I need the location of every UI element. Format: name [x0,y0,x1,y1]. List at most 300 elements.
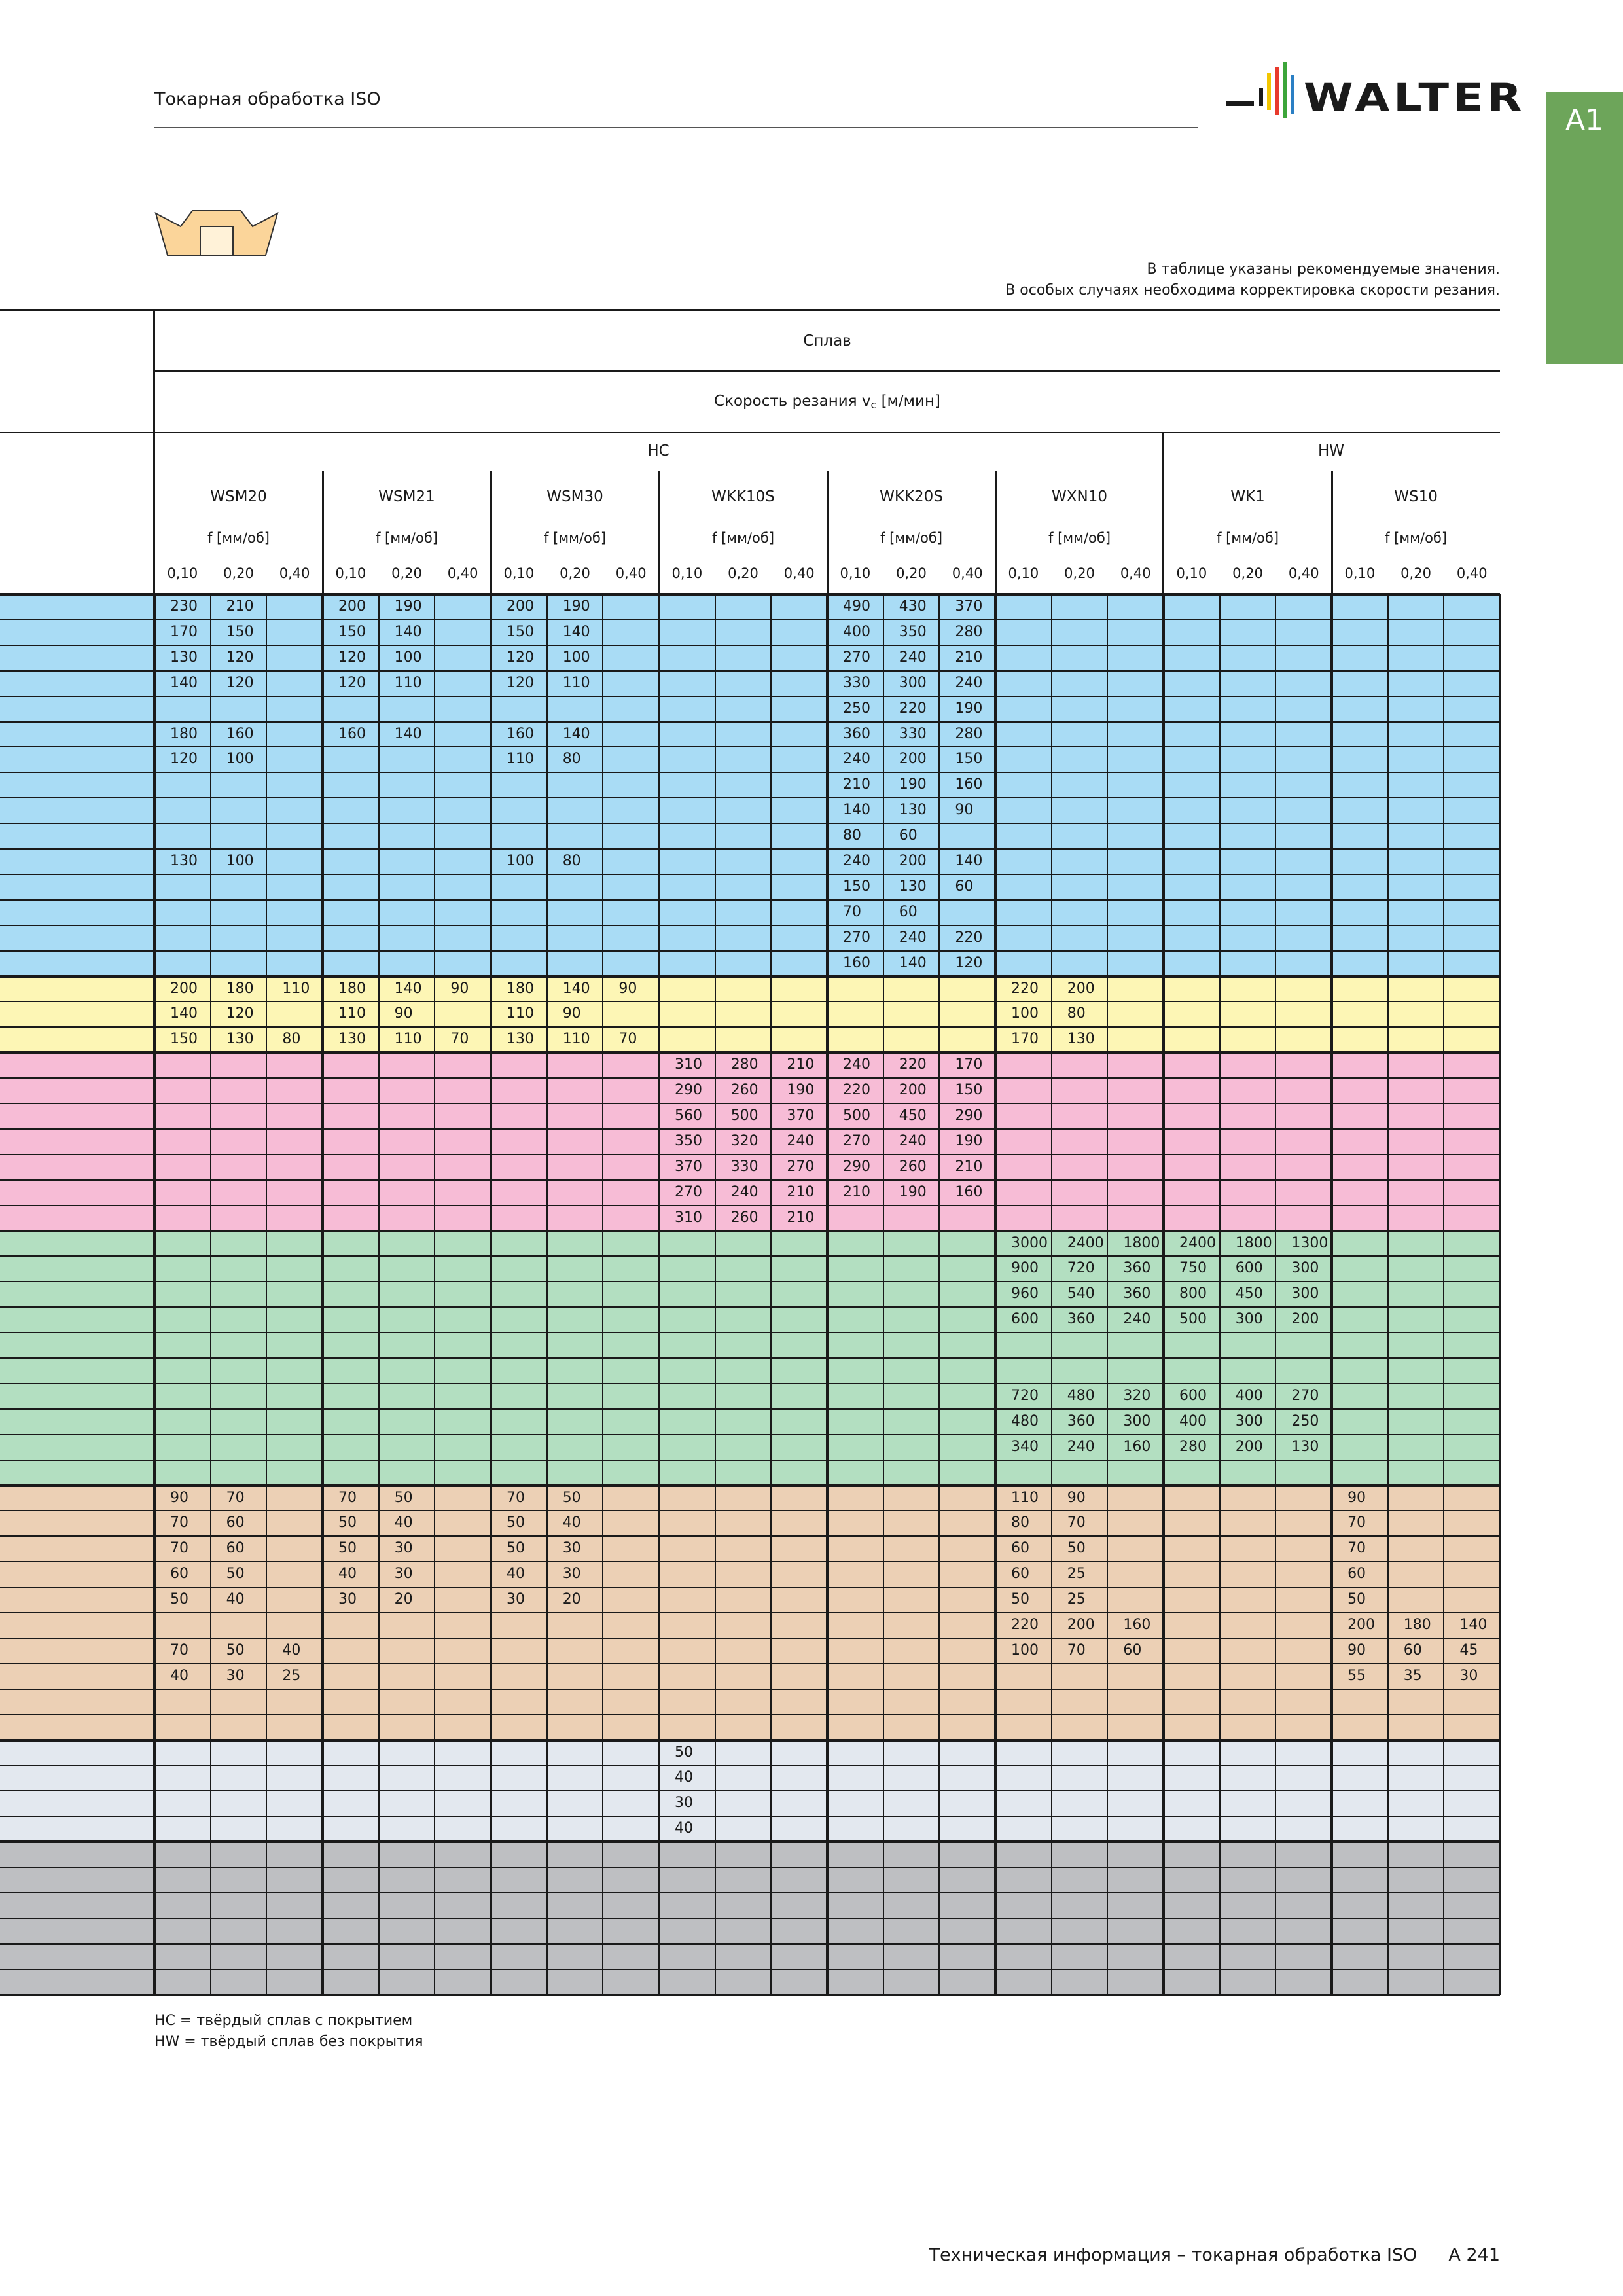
column-rule [1219,594,1221,1995]
speed-value: 300 [1123,1412,1151,1429]
speed-value: 200 [899,1082,927,1099]
speed-value: 110 [562,1031,590,1048]
speed-value: 70 [450,1031,469,1048]
column-rule [658,594,660,1995]
speed-value: 60 [955,878,974,895]
speed-value: 210 [787,1183,815,1200]
column-rule [1162,594,1165,1995]
speed-value: 450 [899,1107,927,1124]
group-hw: HW [1317,442,1345,459]
speed-value: 80 [282,1031,301,1048]
note-line-2: В особых случаях необходима корректировка скорости резания. [1005,282,1500,298]
feed-label: f [мм/об] [1048,530,1111,546]
speed-value: 1800 [1123,1234,1160,1251]
speed-value: 90 [955,802,974,819]
speed-value: 190 [955,1132,983,1149]
speed-value: 70 [618,1031,637,1048]
speed-value: 50 [562,1489,581,1506]
speed-value: 300 [1235,1311,1263,1328]
speed-value: 240 [899,1132,927,1149]
speed-value: 120 [338,674,366,691]
feed-value: 0,20 [1400,565,1431,581]
speed-value: 55 [1347,1667,1366,1684]
column-rule [378,594,380,1995]
speed-value: 300 [1291,1285,1319,1302]
speed-value: 110 [282,980,310,997]
speed-value: 60 [1011,1566,1030,1583]
speed-value: 2400 [1067,1234,1104,1251]
head-rule-2 [0,432,1500,433]
speed-value: 160 [226,725,254,742]
speed-value: 50 [338,1540,357,1557]
grade-divider [1331,471,1333,594]
speed-value: 130 [226,1031,254,1048]
speed-value: 120 [338,649,366,666]
column-rule [1051,594,1052,1995]
speed-value: 30 [338,1591,357,1608]
grade-ws10: WS10 [1394,488,1438,505]
speed-value: 220 [1011,1617,1039,1633]
speed-value: 270 [843,1132,871,1149]
speed-value: 270 [787,1158,815,1175]
speed-value: 25 [1067,1566,1086,1583]
feed-value: 0,40 [952,565,983,581]
grade-divider [827,471,829,594]
speed-value: 70 [338,1489,357,1506]
speed-value: 40 [338,1566,357,1583]
speed-value: 150 [955,751,983,768]
feed-value: 0,20 [391,565,422,581]
speed-value: 140 [1459,1617,1488,1633]
speed-value: 200 [899,751,927,768]
grade-wsm20: WSM20 [210,488,267,505]
speed-value: 50 [170,1591,188,1608]
table-top-rule [0,309,1500,311]
speed-value: 200 [338,598,366,615]
speed-value: 720 [1067,1260,1095,1277]
speed-value: 240 [955,674,983,691]
grade-wkk10s: WKK10S [711,488,775,505]
speed-value: 60 [899,827,918,844]
speed-value: 270 [1291,1387,1319,1404]
speed-value: 70 [1347,1540,1366,1557]
speed-value: 240 [787,1132,815,1149]
column-rule [210,594,211,1995]
speed-value: 30 [675,1795,694,1812]
column-rule [994,594,997,1995]
speed-value: 20 [562,1591,581,1608]
speed-value: 600 [1235,1260,1263,1277]
speed-value: 370 [787,1107,815,1124]
speed-value: 190 [899,776,927,793]
speed-value: 500 [730,1107,758,1124]
speed-value: 200 [1291,1311,1319,1328]
speed-value: 60 [1123,1641,1142,1659]
header-rule [154,127,1198,128]
speed-value: 240 [899,649,927,666]
grade-wsm21: WSM21 [378,488,435,505]
speed-value: 370 [675,1158,703,1175]
speed-value: 490 [843,598,871,615]
speed-value: 50 [394,1489,413,1506]
speed-value: 210 [955,649,983,666]
speed-value: 120 [507,674,535,691]
speed-value: 30 [394,1540,413,1557]
speed-value: 100 [507,853,535,869]
speed-value: 240 [899,929,927,946]
grade-divider [995,471,997,594]
speed-value: 110 [507,1005,535,1022]
walter-logo [1226,62,1526,130]
speed-value: 50 [1067,1540,1086,1557]
speed-value: 200 [170,980,198,997]
speed-value: 430 [899,598,927,615]
feed-value: 0,40 [1288,565,1319,581]
column-rule [546,594,548,1995]
speed-value: 560 [675,1107,703,1124]
speed-value: 170 [170,623,198,640]
speed-value: 50 [675,1744,694,1761]
feed-value: 0,40 [615,565,647,581]
head-speed-subscript: c [870,399,877,411]
speed-value: 60 [1011,1540,1030,1557]
speed-value: 600 [1179,1387,1207,1404]
column-rule [1443,594,1444,1995]
speed-value: 110 [394,674,422,691]
speed-value: 100 [562,649,590,666]
head-speed [154,393,1500,411]
speed-value: 25 [282,1667,301,1684]
speed-value: 110 [338,1005,366,1022]
speed-value: 20 [394,1591,413,1608]
speed-value: 210 [226,598,254,615]
page-number: A 241 [1448,2245,1500,2265]
feed-value: 0,10 [167,565,198,581]
feed-label: f [мм/об] [544,530,607,546]
speed-value: 160 [1123,1617,1151,1633]
head-hc-hw-rule [1162,432,1164,594]
speed-value: 210 [787,1209,815,1226]
speed-value: 190 [394,598,422,615]
column-rule [602,594,603,1995]
speed-value: 25 [1067,1591,1086,1608]
speed-value: 150 [338,623,366,640]
speed-value: 140 [843,802,871,819]
speed-value: 130 [1067,1031,1095,1048]
speed-value: 240 [1123,1311,1151,1328]
speed-value: 1300 [1291,1234,1329,1251]
page-footer [929,2245,1500,2265]
feed-value: 0,40 [447,565,478,581]
speed-value: 540 [1067,1285,1095,1302]
speed-value: 300 [899,674,927,691]
speed-value: 240 [1067,1438,1095,1455]
speed-value: 160 [955,776,983,793]
speed-value: 310 [675,1056,703,1073]
speed-value: 60 [226,1515,245,1532]
head-rule-1 [154,370,1500,372]
feed-value: 0,10 [335,565,366,581]
speed-value: 300 [1235,1412,1263,1429]
column-rule [1275,594,1276,1995]
speed-value: 80 [562,853,581,869]
speed-value: 200 [1067,1617,1095,1633]
speed-value: 90 [1067,1489,1086,1506]
column-rule [1387,594,1389,1995]
speed-value: 80 [562,751,581,768]
speed-value: 240 [730,1183,758,1200]
speed-value: 60 [170,1566,188,1583]
speed-value: 120 [507,649,535,666]
speed-value: 80 [843,827,862,844]
speed-value: 220 [1011,980,1039,997]
speed-value: 30 [507,1591,526,1608]
speed-value: 40 [170,1667,188,1684]
speed-value: 100 [226,853,254,869]
feed-value: 0,40 [1120,565,1151,581]
feed-label: f [мм/об] [375,530,438,546]
speed-value: 160 [955,1183,983,1200]
speed-value: 240 [843,853,871,869]
speed-value: 190 [787,1082,815,1099]
speed-value: 190 [562,598,590,615]
speed-value: 120 [955,954,983,971]
speed-value: 2400 [1179,1234,1217,1251]
speed-value: 30 [562,1566,581,1583]
feed-value: 0,20 [1232,565,1263,581]
speed-value: 130 [507,1031,535,1048]
speed-value: 70 [170,1515,188,1532]
head-left-rule [153,309,155,594]
speed-value: 180 [226,980,254,997]
feed-value: 0,10 [1344,565,1376,581]
note [1005,259,1500,301]
speed-value: 130 [899,802,927,819]
speed-value: 290 [843,1158,871,1175]
speed-value: 220 [955,929,983,946]
speed-value: 70 [170,1641,188,1659]
speed-value: 70 [843,903,862,920]
speed-value: 70 [226,1489,245,1506]
speed-value: 110 [1011,1489,1039,1506]
speed-value: 110 [394,1031,422,1048]
speed-value: 240 [843,1056,871,1073]
speed-value: 320 [730,1132,758,1149]
speed-value: 360 [1123,1285,1151,1302]
speed-value: 140 [170,1005,198,1022]
speed-value: 30 [226,1667,245,1684]
speed-value: 150 [170,1031,198,1048]
speed-value: 60 [226,1540,245,1557]
speed-value: 150 [955,1082,983,1099]
column-rule [1107,594,1108,1995]
speed-value: 140 [394,623,422,640]
feed-value: 0,10 [1176,565,1207,581]
speed-value: 500 [843,1107,871,1124]
speed-value: 600 [1011,1311,1039,1328]
speed-value: 200 [1235,1438,1263,1455]
speed-value: 70 [1067,1515,1086,1532]
speed-value: 220 [899,700,927,717]
speed-value: 130 [899,878,927,895]
column-rule [321,594,324,1995]
speed-value: 200 [1347,1617,1376,1633]
speed-value: 150 [507,623,535,640]
speed-value: 90 [450,980,469,997]
group-hc: HC [647,442,669,459]
feed-value: 0,20 [560,565,590,581]
speed-value: 320 [1123,1387,1151,1404]
speed-value: 180 [1403,1617,1431,1633]
speed-value: 120 [226,649,254,666]
speed-value: 280 [955,725,983,742]
speed-value: 360 [1123,1260,1151,1277]
speed-value: 1800 [1235,1234,1272,1251]
speed-value: 120 [170,751,198,768]
speed-value: 330 [899,725,927,742]
speed-value: 200 [899,853,927,869]
feed-label: f [мм/об] [207,530,270,546]
speed-value: 160 [843,954,871,971]
header-title: Токарная обработка ISO [154,89,381,109]
speed-value: 70 [507,1489,526,1506]
speed-value: 80 [1067,1005,1086,1022]
speed-value: 210 [955,1158,983,1175]
speed-value: 60 [1403,1641,1422,1659]
feed-label: f [мм/об] [1385,530,1448,546]
feed-value: 0,20 [1064,565,1095,581]
speed-value: 250 [1291,1412,1319,1429]
speed-value: 90 [1347,1489,1366,1506]
speed-value: 360 [1067,1412,1095,1429]
speed-value: 90 [562,1005,581,1022]
speed-value: 50 [226,1566,245,1583]
speed-value: 360 [843,725,871,742]
column-rule [883,594,884,1995]
speed-value: 480 [1067,1387,1095,1404]
speed-value: 80 [1011,1515,1030,1532]
feed-label: f [мм/об] [1217,530,1279,546]
grade-divider [490,471,492,594]
note-line-1: В таблице указаны рекомендуемые значения. [1147,261,1500,278]
grade-wxn10: WXN10 [1052,488,1108,505]
grade-divider [658,471,660,594]
speed-value: 200 [1067,980,1095,997]
speed-value: 60 [899,903,918,920]
speed-value: 370 [955,598,983,615]
speed-value: 40 [394,1515,413,1532]
speed-value: 350 [675,1132,703,1149]
speed-value: 140 [955,853,983,869]
head-alloy: Сплав [803,332,851,350]
speed-value: 130 [1291,1438,1319,1455]
head-speed-text: Скорость резания v [714,393,871,410]
grade-wkk20s: WKK20S [880,488,943,505]
speed-value: 30 [562,1540,581,1557]
footer-text: Техническая информация – токарная обработка ISO [929,2245,1418,2265]
speed-value: 30 [1459,1667,1478,1684]
footnote-hw: HW = твёрдый сплав без покрытия [154,2034,423,2050]
speed-value: 140 [394,980,422,997]
grade-divider [322,471,324,594]
speed-value: 160 [507,725,535,742]
speed-value: 140 [170,674,198,691]
speed-value: 110 [562,674,590,691]
speed-value: 160 [1123,1438,1151,1455]
feed-value: 0,40 [279,565,310,581]
speed-value: 290 [955,1107,983,1124]
feed-value: 0,20 [896,565,927,581]
speed-value: 130 [170,649,198,666]
speed-value: 270 [675,1183,703,1200]
speed-value: 290 [675,1082,703,1099]
feed-value: 0,10 [671,565,703,581]
speed-value: 800 [1179,1285,1207,1302]
section-tab[interactable] [1546,92,1623,364]
speed-value: 50 [507,1515,526,1532]
speed-value: 400 [1235,1387,1263,1404]
speed-value: 190 [899,1183,927,1200]
speed-value: 270 [843,649,871,666]
speed-value: 50 [507,1540,526,1557]
column-rule [715,594,716,1995]
speed-value: 200 [507,598,535,615]
logo-wordmark: WALTER [1304,75,1526,120]
speed-value: 450 [1235,1285,1263,1302]
speed-value: 130 [338,1031,366,1048]
speed-value: 720 [1011,1387,1039,1404]
speed-value: 150 [226,623,254,640]
speed-value: 170 [1011,1031,1039,1048]
speed-value: 100 [1011,1005,1039,1022]
speed-value: 140 [899,954,927,971]
speed-value: 40 [562,1515,581,1532]
speed-value: 210 [787,1056,815,1073]
speed-value: 300 [1291,1260,1319,1277]
speed-value: 750 [1179,1260,1207,1277]
speed-value: 120 [226,1005,254,1022]
column-rule [266,594,267,1995]
speed-value: 180 [338,980,366,997]
speed-value: 30 [394,1566,413,1583]
feed-value: 0,40 [1456,565,1488,581]
feed-value: 0,20 [728,565,758,581]
column-rule [153,594,156,1995]
speed-value: 310 [675,1209,703,1226]
speed-value: 960 [1011,1285,1039,1302]
speed-value: 140 [562,980,590,997]
speed-value: 190 [955,700,983,717]
speed-value: 260 [730,1209,758,1226]
column-rule [938,594,940,1995]
speed-value: 140 [394,725,422,742]
speed-value: 100 [226,751,254,768]
section-tab-label: A1 [1565,103,1604,137]
speed-value: 350 [899,623,927,640]
speed-value: 50 [338,1515,357,1532]
feed-label: f [мм/об] [880,530,943,546]
speed-value: 180 [170,725,198,742]
speed-value: 90 [394,1005,413,1022]
speed-value: 70 [1067,1641,1086,1659]
footnotes [154,2011,423,2053]
speed-value: 260 [899,1158,927,1175]
speed-value: 50 [226,1641,245,1659]
speed-value: 100 [1011,1641,1039,1659]
column-rule [826,594,829,1995]
speed-value: 400 [843,623,871,640]
feed-value: 0,10 [840,565,871,581]
